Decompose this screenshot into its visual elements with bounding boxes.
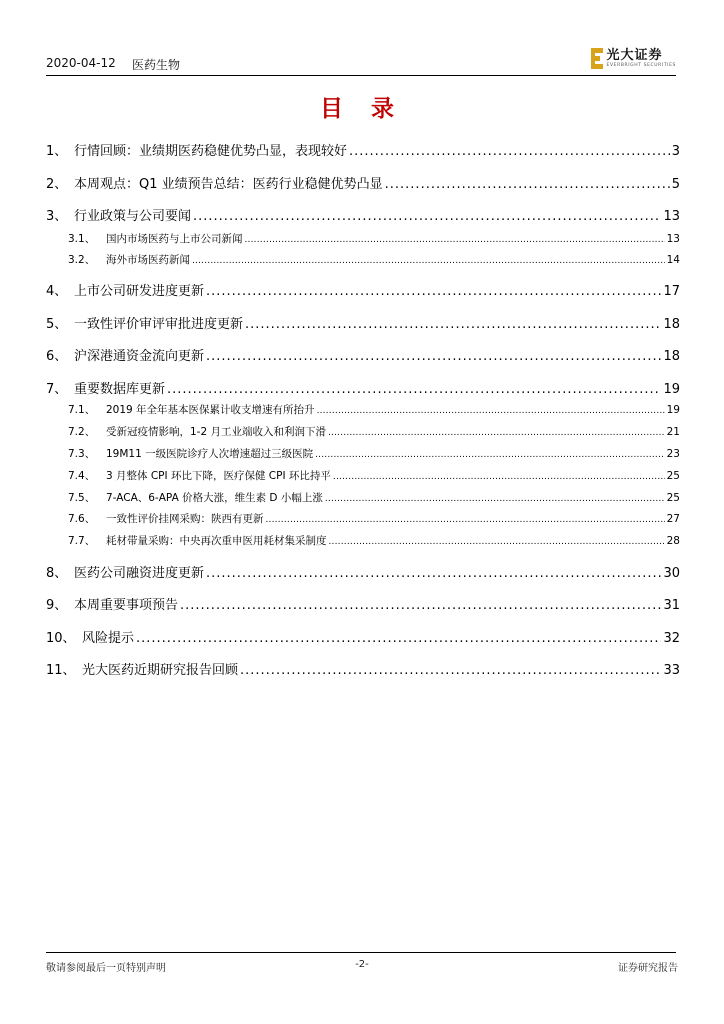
toc-subentry[interactable] bbox=[46, 402, 680, 417]
logo-e-icon bbox=[591, 48, 603, 70]
toc-entry-label: 风险提示 bbox=[82, 631, 135, 646]
toc-entry[interactable] bbox=[46, 378, 680, 397]
toc-entry-number: 7.7、 bbox=[68, 535, 96, 547]
toc-entry-label: 行情回顾：业绩期医药稳健优势凸显，表现较好 bbox=[74, 144, 348, 159]
toc-subentry[interactable] bbox=[46, 490, 680, 505]
everbright-logo bbox=[591, 46, 676, 72]
toc-entry-page: 17 bbox=[663, 284, 680, 299]
report-sector: 医药生物 bbox=[132, 58, 181, 72]
report-date: 2020-04-12 bbox=[46, 56, 116, 70]
toc-subentry[interactable] bbox=[46, 468, 680, 483]
toc-entry-page: 18 bbox=[663, 349, 680, 364]
toc-leader-dots bbox=[328, 428, 665, 438]
footer-divider bbox=[46, 952, 676, 953]
toc-entry[interactable] bbox=[46, 345, 680, 364]
toc-subentry[interactable] bbox=[46, 231, 680, 246]
header-divider bbox=[46, 75, 676, 76]
toc-leader-dots bbox=[206, 284, 661, 299]
toc-entry-label: 医药公司融资进度更新 bbox=[74, 566, 205, 581]
toc-leader-dots bbox=[333, 472, 665, 482]
toc-subentry[interactable] bbox=[46, 424, 680, 439]
toc-entry[interactable] bbox=[46, 562, 680, 581]
toc-entry-label: 本周观点：Q1 业绩预告总结：医药行业稳健优势凸显 bbox=[74, 177, 383, 192]
toc-entry-page: 13 bbox=[663, 209, 680, 224]
toc-entry-page: 23 bbox=[666, 448, 680, 460]
toc-entry-number: 7.2、 bbox=[68, 426, 96, 438]
toc-leader-dots bbox=[329, 537, 665, 547]
toc-entry-label: 海外市场医药新闻 bbox=[106, 254, 190, 266]
toc-entry-number: 1、 bbox=[46, 144, 68, 159]
toc-entry-page: 18 bbox=[663, 317, 680, 332]
toc-leader-dots bbox=[206, 349, 661, 364]
page-header bbox=[46, 48, 676, 76]
toc-entry-number: 8、 bbox=[46, 566, 68, 581]
toc-entry-number: 7.1、 bbox=[68, 404, 96, 416]
toc-entry[interactable] bbox=[46, 659, 680, 678]
toc-entry-page: 32 bbox=[663, 631, 680, 646]
toc-entry-number: 4、 bbox=[46, 284, 68, 299]
toc-entry-label: 光大医药近期研究报告回顾 bbox=[82, 663, 239, 678]
toc-leader-dots bbox=[245, 235, 665, 245]
toc-entry-page: 3 bbox=[671, 144, 680, 159]
toc-leader-dots bbox=[245, 317, 661, 332]
toc-entry-number: 2、 bbox=[46, 177, 68, 192]
toc-entry-number: 7.5、 bbox=[68, 492, 96, 504]
toc-entry-number: 7.6、 bbox=[68, 513, 96, 525]
toc-leader-dots bbox=[192, 256, 665, 266]
toc-leader-dots bbox=[193, 209, 661, 224]
toc-entry-number: 3.2、 bbox=[68, 254, 96, 266]
toc-entry-page: 31 bbox=[663, 598, 680, 613]
toc-entry-page: 19 bbox=[666, 404, 680, 416]
footer-report-type: 证券研究报告 bbox=[618, 963, 678, 974]
toc-entry-label: 受新冠疫情影响，1-2 月工业端收入和利润下滑 bbox=[106, 426, 326, 438]
toc-entry-page: 30 bbox=[663, 566, 680, 581]
toc-entry[interactable] bbox=[46, 280, 680, 299]
toc-entry-label: 一致性评价挂网采购：陕西有更新 bbox=[106, 513, 264, 525]
toc-subentry[interactable] bbox=[46, 533, 680, 548]
toc-entry-page: 28 bbox=[666, 535, 680, 547]
toc-entry-number: 11、 bbox=[46, 663, 76, 678]
toc-title: 目 录 bbox=[319, 96, 404, 122]
toc-entry-page: 19 bbox=[663, 382, 680, 397]
toc-leader-dots bbox=[317, 406, 665, 416]
toc-entry-number: 7.3、 bbox=[68, 448, 96, 460]
toc-entry-page: 25 bbox=[666, 492, 680, 504]
toc-entry-label: 上市公司研发进度更新 bbox=[74, 284, 205, 299]
toc-entry-label: 行业政策与公司要闻 bbox=[74, 209, 192, 224]
toc-entry-label: 3 月整体 CPI 环比下降，医疗保健 CPI 环比持平 bbox=[106, 470, 331, 482]
toc-entry-number: 3、 bbox=[46, 209, 68, 224]
toc-entry-label: 本周重要事项预告 bbox=[74, 598, 179, 613]
toc-entry-page: 25 bbox=[666, 470, 680, 482]
toc-subentry[interactable] bbox=[46, 252, 680, 267]
toc-entry-label: 7-ACA、6-APA 价格大涨，维生素 D 小幅上涨 bbox=[106, 492, 323, 504]
toc-entry-label: 沪深港通资金流向更新 bbox=[74, 349, 205, 364]
toc-entry[interactable] bbox=[46, 313, 680, 332]
toc-entry-label: 国内市场医药与上市公司新闻 bbox=[106, 233, 243, 245]
toc-entry-label: 19M11 一级医院诊疗人次增速超过三级医院 bbox=[106, 448, 314, 460]
toc-leader-dots bbox=[315, 450, 665, 460]
toc-entry-number: 7.4、 bbox=[68, 470, 96, 482]
toc-entry-number: 3.1、 bbox=[68, 233, 96, 245]
toc-leader-dots bbox=[167, 382, 661, 397]
logo-en-text: EVERBRIGHT SECURITIES bbox=[606, 63, 676, 68]
toc-entry-page: 13 bbox=[666, 233, 680, 245]
toc-entry[interactable] bbox=[46, 173, 680, 192]
toc-entry-label: 一致性评价审评审批进度更新 bbox=[74, 317, 244, 332]
toc-entry[interactable] bbox=[46, 627, 680, 646]
page-number: -2- bbox=[355, 959, 369, 970]
toc-leader-dots bbox=[136, 631, 661, 646]
toc-leader-dots bbox=[240, 663, 661, 678]
footer-disclaimer: 敬请参阅最后一页特别声明 bbox=[46, 963, 166, 974]
toc-entry-label: 耗材带量采购：中央再次重申医用耗材集采制度 bbox=[106, 535, 327, 547]
toc-entry-number: 10、 bbox=[46, 631, 76, 646]
toc-entry-number: 9、 bbox=[46, 598, 68, 613]
toc-leader-dots bbox=[349, 144, 670, 159]
toc-leader-dots bbox=[206, 566, 661, 581]
toc-entry-number: 5、 bbox=[46, 317, 68, 332]
toc-leader-dots bbox=[325, 494, 665, 504]
toc-leader-dots bbox=[385, 177, 670, 192]
toc-entry[interactable] bbox=[46, 140, 680, 159]
toc-entry[interactable] bbox=[46, 205, 680, 224]
toc-subentry[interactable] bbox=[46, 511, 680, 526]
toc-entry-label: 重要数据库更新 bbox=[74, 382, 166, 397]
toc-leader-dots bbox=[266, 515, 665, 525]
toc-entry[interactable] bbox=[46, 594, 680, 613]
toc-entry-page: 14 bbox=[666, 254, 680, 266]
toc-entry-number: 7、 bbox=[46, 382, 68, 397]
logo-cn-text: 光大证券 bbox=[606, 48, 663, 63]
toc-entry-label: 2019 年全年基本医保累计收支增速有所抬升 bbox=[106, 404, 315, 416]
toc-entry-number: 6、 bbox=[46, 349, 68, 364]
toc-entry-page: 33 bbox=[663, 663, 680, 678]
toc-subentry[interactable] bbox=[46, 446, 680, 461]
toc-entry-page: 27 bbox=[666, 513, 680, 525]
toc-entry-page: 5 bbox=[671, 177, 680, 192]
toc-entry-page: 21 bbox=[666, 426, 680, 438]
toc-leader-dots bbox=[180, 598, 661, 613]
